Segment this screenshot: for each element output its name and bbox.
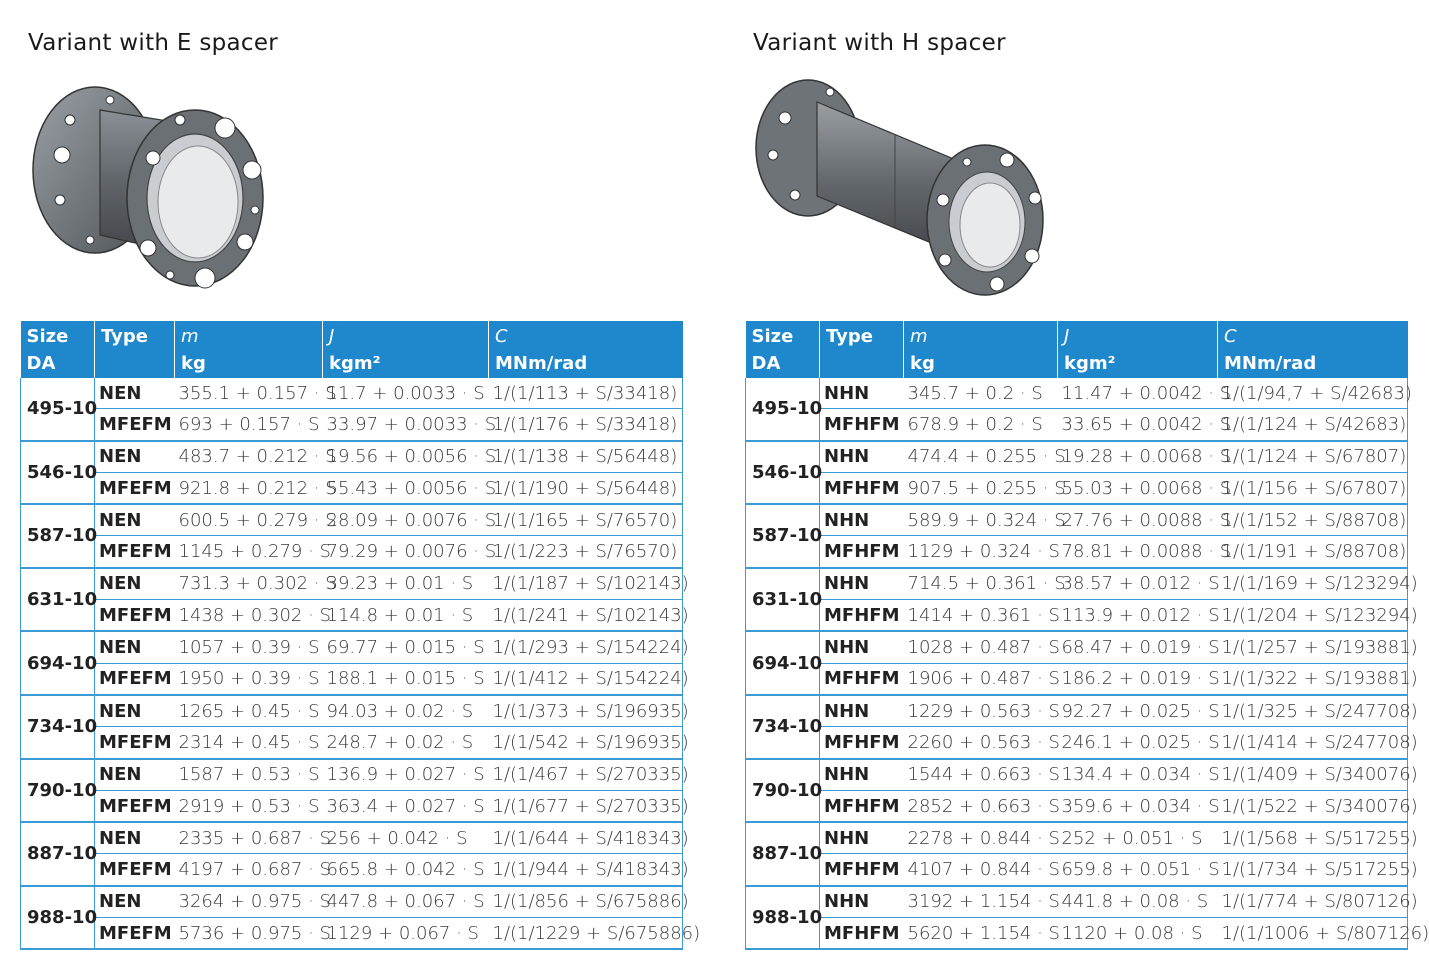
mass-cell: 1950 + 0.39 · S bbox=[175, 663, 323, 695]
table-row bbox=[21, 822, 683, 854]
table-row bbox=[746, 822, 1408, 854]
size-cell: 546-10 bbox=[21, 441, 95, 505]
table-row bbox=[21, 663, 683, 695]
mass-cell: 355.1 + 0.157 · S bbox=[175, 378, 323, 409]
table-row bbox=[746, 409, 1408, 441]
mass-cell: 2852 + 0.663 · S bbox=[904, 790, 1058, 822]
stiffness-cell: 1/(1/1006 + S/807126) bbox=[1218, 918, 1408, 950]
mass-cell: 1057 + 0.39 · S bbox=[175, 631, 323, 663]
table-row bbox=[21, 504, 683, 536]
inertia-cell: 441.8 + 0.08 · S bbox=[1058, 886, 1218, 918]
header-mass: m kg bbox=[904, 321, 1058, 378]
mass-cell: 2919 + 0.53 · S bbox=[175, 790, 323, 822]
stiffness-cell: 1/(1/568 + S/517255) bbox=[1218, 822, 1408, 854]
stiffness-cell: 1/(1/293 + S/154224) bbox=[489, 631, 683, 663]
header-stiffness: C MNm/rad bbox=[1218, 321, 1408, 378]
stiffness-cell: 1/(1/944 + S/418343) bbox=[489, 854, 683, 886]
table-row bbox=[746, 568, 1408, 600]
table-row bbox=[21, 695, 683, 727]
stiffness-cell: 1/(1/467 + S/270335) bbox=[489, 759, 683, 791]
type-cell: MFEFM bbox=[95, 600, 175, 632]
table-header-row bbox=[746, 321, 1408, 378]
table-row bbox=[21, 536, 683, 568]
stiffness-cell: 1/(1/176 + S/33418) bbox=[489, 409, 683, 441]
inertia-cell: 1120 + 0.08 · S bbox=[1058, 918, 1218, 950]
size-cell: 631-10 bbox=[746, 568, 820, 632]
stiffness-cell: 1/(1/152 + S/88708) bbox=[1218, 504, 1408, 536]
stiffness-cell: 1/(1/191 + S/88708) bbox=[1218, 536, 1408, 568]
inertia-cell: 136.9 + 0.027 · S bbox=[323, 759, 489, 791]
table-row bbox=[746, 918, 1408, 950]
inertia-cell: 252 + 0.051 · S bbox=[1058, 822, 1218, 854]
type-cell: NEN bbox=[95, 504, 175, 536]
stiffness-cell: 1/(1/644 + S/418343) bbox=[489, 822, 683, 854]
table-row bbox=[21, 441, 683, 473]
inertia-cell: 659.8 + 0.051 · S bbox=[1058, 854, 1218, 886]
table-row bbox=[746, 472, 1408, 504]
table-row bbox=[21, 378, 683, 409]
table-row bbox=[21, 918, 683, 950]
table-row bbox=[21, 727, 683, 759]
type-cell: MFHFM bbox=[820, 663, 904, 695]
stiffness-cell: 1/(1/187 + S/102143) bbox=[489, 568, 683, 600]
stiffness-cell: 1/(1/409 + S/340076) bbox=[1218, 759, 1408, 791]
mass-cell: 4107 + 0.844 · S bbox=[904, 854, 1058, 886]
header-size: Size DA bbox=[21, 321, 95, 378]
table-row bbox=[746, 695, 1408, 727]
type-cell: MFEFM bbox=[95, 472, 175, 504]
inertia-cell: 92.27 + 0.025 · S bbox=[1058, 695, 1218, 727]
mass-cell: 3264 + 0.975 · S bbox=[175, 886, 323, 918]
stiffness-cell: 1/(1/204 + S/123294) bbox=[1218, 600, 1408, 632]
stiffness-cell: 1/(1/241 + S/102143) bbox=[489, 600, 683, 632]
size-cell: 694-10 bbox=[746, 631, 820, 695]
e-spacer-title: Variant with E spacer bbox=[28, 30, 279, 56]
type-cell: NHN bbox=[820, 822, 904, 854]
inertia-cell: 69.77 + 0.015 · S bbox=[323, 631, 489, 663]
table-row bbox=[21, 759, 683, 791]
table-row bbox=[746, 790, 1408, 822]
table-row bbox=[746, 663, 1408, 695]
table-row bbox=[21, 854, 683, 886]
stiffness-cell: 1/(1/774 + S/807126) bbox=[1218, 886, 1408, 918]
table-row bbox=[746, 504, 1408, 536]
stiffness-cell: 1/(1/677 + S/270335) bbox=[489, 790, 683, 822]
type-cell: MFEFM bbox=[95, 790, 175, 822]
inertia-cell: 11.7 + 0.0033 · S bbox=[323, 378, 489, 409]
type-cell: MFHFM bbox=[820, 790, 904, 822]
mass-cell: 693 + 0.157 · S bbox=[175, 409, 323, 441]
size-cell: 587-10 bbox=[746, 504, 820, 568]
type-cell: NEN bbox=[95, 695, 175, 727]
mass-cell: 1229 + 0.563 · S bbox=[904, 695, 1058, 727]
mass-cell: 4197 + 0.687 · S bbox=[175, 854, 323, 886]
mass-cell: 2278 + 0.844 · S bbox=[904, 822, 1058, 854]
size-cell: 694-10 bbox=[21, 631, 95, 695]
header-inertia: J kgm² bbox=[1058, 321, 1218, 378]
mass-cell: 2335 + 0.687 · S bbox=[175, 822, 323, 854]
type-cell: MFHFM bbox=[820, 600, 904, 632]
table-row bbox=[21, 600, 683, 632]
stiffness-cell: 1/(1/322 + S/193881) bbox=[1218, 663, 1408, 695]
type-cell: NEN bbox=[95, 886, 175, 918]
header-inertia: J kgm² bbox=[323, 321, 489, 378]
stiffness-cell: 1/(1/856 + S/675886) bbox=[489, 886, 683, 918]
size-cell: 734-10 bbox=[746, 695, 820, 759]
h-spacer-title: Variant with H spacer bbox=[753, 30, 1006, 56]
table-row bbox=[746, 536, 1408, 568]
stiffness-cell: 1/(1/257 + S/193881) bbox=[1218, 631, 1408, 663]
mass-cell: 5620 + 1.154 · S bbox=[904, 918, 1058, 950]
mass-cell: 600.5 + 0.279 · S bbox=[175, 504, 323, 536]
stiffness-cell: 1/(1/165 + S/76570) bbox=[489, 504, 683, 536]
inertia-cell: 363.4 + 0.027 · S bbox=[323, 790, 489, 822]
header-type: Type bbox=[95, 321, 175, 378]
table-row bbox=[21, 886, 683, 918]
size-cell: 887-10 bbox=[21, 822, 95, 886]
size-cell: 587-10 bbox=[21, 504, 95, 568]
inertia-cell: 33.97 + 0.0033 · S bbox=[323, 409, 489, 441]
inertia-cell: 11.47 + 0.0042 · S bbox=[1058, 378, 1218, 409]
inertia-cell: 28.09 + 0.0076 · S bbox=[323, 504, 489, 536]
stiffness-cell: 1/(1/124 + S/42683) bbox=[1218, 409, 1408, 441]
mass-cell: 2314 + 0.45 · S bbox=[175, 727, 323, 759]
inertia-cell: 19.56 + 0.0056 · S bbox=[323, 441, 489, 473]
size-cell: 887-10 bbox=[746, 822, 820, 886]
table-row bbox=[21, 631, 683, 663]
stiffness-cell: 1/(1/124 + S/67807) bbox=[1218, 441, 1408, 473]
mass-cell: 589.9 + 0.324 · S bbox=[904, 504, 1058, 536]
mass-cell: 1438 + 0.302 · S bbox=[175, 600, 323, 632]
table-row bbox=[746, 727, 1408, 759]
size-cell: 546-10 bbox=[746, 441, 820, 505]
type-cell: NHN bbox=[820, 759, 904, 791]
mass-cell: 345.7 + 0.2 · S bbox=[904, 378, 1058, 409]
type-cell: MFHFM bbox=[820, 536, 904, 568]
table-row bbox=[21, 568, 683, 600]
stiffness-cell: 1/(1/94,7 + S/42683) bbox=[1218, 378, 1408, 409]
size-cell: 495-10 bbox=[21, 378, 95, 441]
mass-cell: 474.4 + 0.255 · S bbox=[904, 441, 1058, 473]
mass-cell: 1544 + 0.663 · S bbox=[904, 759, 1058, 791]
type-cell: NHN bbox=[820, 886, 904, 918]
type-cell: NEN bbox=[95, 568, 175, 600]
inertia-cell: 33.65 + 0.0042 · S bbox=[1058, 409, 1218, 441]
inertia-cell: 248.7 + 0.02 · S bbox=[323, 727, 489, 759]
type-cell: NHN bbox=[820, 568, 904, 600]
stiffness-cell: 1/(1/412 + S/154224) bbox=[489, 663, 683, 695]
size-cell: 790-10 bbox=[21, 759, 95, 823]
size-cell: 495-10 bbox=[746, 378, 820, 441]
size-cell: 790-10 bbox=[746, 759, 820, 823]
header-mass: m kg bbox=[175, 321, 323, 378]
header-size: Size DA bbox=[746, 321, 820, 378]
type-cell: MFHFM bbox=[820, 918, 904, 950]
type-cell: MFHFM bbox=[820, 727, 904, 759]
table-row bbox=[21, 472, 683, 504]
inertia-cell: 256 + 0.042 · S bbox=[323, 822, 489, 854]
type-cell: NEN bbox=[95, 631, 175, 663]
header-type: Type bbox=[820, 321, 904, 378]
size-cell: 734-10 bbox=[21, 695, 95, 759]
table-row bbox=[21, 409, 683, 441]
stiffness-cell: 1/(1/113 + S/33418) bbox=[489, 378, 683, 409]
stiffness-cell: 1/(1/169 + S/123294) bbox=[1218, 568, 1408, 600]
inertia-cell: 447.8 + 0.067 · S bbox=[323, 886, 489, 918]
type-cell: MFEFM bbox=[95, 727, 175, 759]
mass-cell: 714.5 + 0.361 · S bbox=[904, 568, 1058, 600]
mass-cell: 1028 + 0.487 · S bbox=[904, 631, 1058, 663]
size-cell: 631-10 bbox=[21, 568, 95, 632]
type-cell: NEN bbox=[95, 759, 175, 791]
inertia-cell: 39.23 + 0.01 · S bbox=[323, 568, 489, 600]
mass-cell: 921.8 + 0.212 · S bbox=[175, 472, 323, 504]
stiffness-cell: 1/(1/414 + S/247708) bbox=[1218, 727, 1408, 759]
mass-cell: 731.3 + 0.302 · S bbox=[175, 568, 323, 600]
type-cell: NEN bbox=[95, 822, 175, 854]
h-spacer-table-body bbox=[746, 378, 1429, 949]
inertia-cell: 113.9 + 0.012 · S bbox=[1058, 600, 1218, 632]
inertia-cell: 186.2 + 0.019 · S bbox=[1058, 663, 1218, 695]
type-cell: MFHFM bbox=[820, 409, 904, 441]
inertia-cell: 55.43 + 0.0056 · S bbox=[323, 472, 489, 504]
type-cell: NHN bbox=[820, 441, 904, 473]
inertia-cell: 38.57 + 0.012 · S bbox=[1058, 568, 1218, 600]
h-spacer-table bbox=[745, 321, 1429, 950]
table-row bbox=[746, 600, 1408, 632]
type-cell: NHN bbox=[820, 504, 904, 536]
inertia-cell: 359.6 + 0.034 · S bbox=[1058, 790, 1218, 822]
mass-cell: 1129 + 0.324 · S bbox=[904, 536, 1058, 568]
inertia-cell: 134.4 + 0.034 · S bbox=[1058, 759, 1218, 791]
stiffness-cell: 1/(1/156 + S/67807) bbox=[1218, 472, 1408, 504]
inertia-cell: 55.03 + 0.0068 · S bbox=[1058, 472, 1218, 504]
inertia-cell: 27.76 + 0.0088 · S bbox=[1058, 504, 1218, 536]
inertia-cell: 94.03 + 0.02 · S bbox=[323, 695, 489, 727]
inertia-cell: 79.29 + 0.0076 · S bbox=[323, 536, 489, 568]
stiffness-cell: 1/(1/138 + S/56448) bbox=[489, 441, 683, 473]
mass-cell: 3192 + 1.154 · S bbox=[904, 886, 1058, 918]
size-cell: 988-10 bbox=[21, 886, 95, 950]
table-row bbox=[746, 854, 1408, 886]
type-cell: MFHFM bbox=[820, 854, 904, 886]
stiffness-cell: 1/(1/373 + S/196935) bbox=[489, 695, 683, 727]
stiffness-cell: 1/(1/325 + S/247708) bbox=[1218, 695, 1408, 727]
e-spacer-table-body bbox=[21, 378, 701, 949]
h-spacer-coupling-illustration bbox=[745, 70, 1065, 305]
inertia-cell: 78.81 + 0.0088 · S bbox=[1058, 536, 1218, 568]
table-row bbox=[746, 759, 1408, 791]
inertia-cell: 188.1 + 0.015 · S bbox=[323, 663, 489, 695]
size-cell: 988-10 bbox=[746, 886, 820, 950]
stiffness-cell: 1/(1/223 + S/76570) bbox=[489, 536, 683, 568]
type-cell: MFHFM bbox=[820, 472, 904, 504]
type-cell: NHN bbox=[820, 378, 904, 409]
type-cell: MFEFM bbox=[95, 918, 175, 950]
type-cell: NEN bbox=[95, 441, 175, 473]
table-row bbox=[746, 378, 1408, 409]
inertia-cell: 1129 + 0.067 · S bbox=[323, 918, 489, 950]
mass-cell: 1587 + 0.53 · S bbox=[175, 759, 323, 791]
table-row bbox=[746, 631, 1408, 663]
mass-cell: 483.7 + 0.212 · S bbox=[175, 441, 323, 473]
type-cell: NHN bbox=[820, 631, 904, 663]
type-cell: MFEFM bbox=[95, 854, 175, 886]
stiffness-cell: 1/(1/1229 + S/675886) bbox=[489, 918, 683, 950]
stiffness-cell: 1/(1/190 + S/56448) bbox=[489, 472, 683, 504]
inertia-cell: 68.47 + 0.019 · S bbox=[1058, 631, 1218, 663]
type-cell: NEN bbox=[95, 378, 175, 409]
type-cell: MFEFM bbox=[95, 536, 175, 568]
header-stiffness: C MNm/rad bbox=[489, 321, 683, 378]
inertia-cell: 665.8 + 0.042 · S bbox=[323, 854, 489, 886]
mass-cell: 678.9 + 0.2 · S bbox=[904, 409, 1058, 441]
stiffness-cell: 1/(1/522 + S/340076) bbox=[1218, 790, 1408, 822]
type-cell: MFEFM bbox=[95, 663, 175, 695]
table-row bbox=[746, 886, 1408, 918]
mass-cell: 1414 + 0.361 · S bbox=[904, 600, 1058, 632]
mass-cell: 1906 + 0.487 · S bbox=[904, 663, 1058, 695]
e-spacer-table bbox=[20, 321, 701, 950]
inertia-cell: 19.28 + 0.0068 · S bbox=[1058, 441, 1218, 473]
stiffness-cell: 1/(1/734 + S/517255) bbox=[1218, 854, 1408, 886]
table-row bbox=[746, 441, 1408, 473]
mass-cell: 907.5 + 0.255 · S bbox=[904, 472, 1058, 504]
type-cell: MFEFM bbox=[95, 409, 175, 441]
type-cell: NHN bbox=[820, 695, 904, 727]
mass-cell: 5736 + 0.975 · S bbox=[175, 918, 323, 950]
inertia-cell: 246.1 + 0.025 · S bbox=[1058, 727, 1218, 759]
mass-cell: 1145 + 0.279 · S bbox=[175, 536, 323, 568]
inertia-cell: 114.8 + 0.01 · S bbox=[323, 600, 489, 632]
mass-cell: 2260 + 0.563 · S bbox=[904, 727, 1058, 759]
stiffness-cell: 1/(1/542 + S/196935) bbox=[489, 727, 683, 759]
table-row bbox=[21, 790, 683, 822]
mass-cell: 1265 + 0.45 · S bbox=[175, 695, 323, 727]
table-header-row bbox=[21, 321, 683, 378]
e-spacer-coupling-illustration bbox=[20, 70, 280, 300]
